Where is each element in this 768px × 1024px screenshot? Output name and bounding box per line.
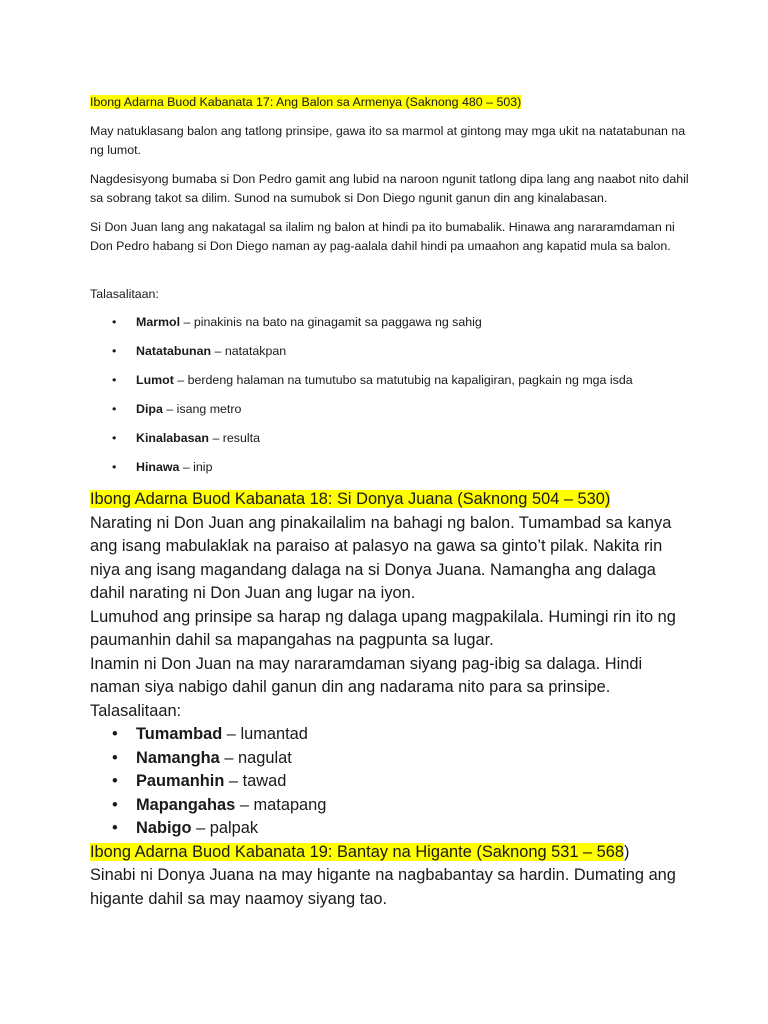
vocab-item bbox=[112, 342, 712, 371]
vocab-definition: – inip bbox=[179, 460, 213, 474]
chapter-19-heading-text: Ibong Adarna Buod Kabanata 19: Bantay na Higante (Saknong 531 – 568 bbox=[90, 842, 625, 861]
large-text-section bbox=[90, 488, 690, 911]
chapter-17-paragraph-2: Nagdesisyong bumaba si Don Pedro gamit ang lubid na naroon ngunit tatlong dipa lang ang naabot nito dahil sa sobrang takot sa dilim. Sunod na sumubok si Don Diego ngunit ganun din ang kinalabasan. bbox=[90, 172, 689, 205]
vocab-item bbox=[112, 371, 712, 400]
chapter-17-heading-text: Ibong Adarna Buod Kabanata 17: Ang Balon sa Armenya (Saknong 480 – 503) bbox=[90, 95, 522, 109]
vocab-item bbox=[90, 794, 690, 818]
vocab-item bbox=[112, 458, 712, 487]
vocab-item bbox=[90, 747, 690, 771]
vocab-term: Namangha bbox=[136, 748, 220, 767]
chapter-17-vocab-list bbox=[112, 313, 712, 487]
vocab-term: Mapangahas bbox=[136, 795, 236, 814]
chapter-17-paragraph-3: Si Don Juan lang ang nakatagal sa ilalim ng balon at hindi pa ito bumabalik. Hinawa ang nararamdaman ni Don Pedro habang si Don Diego naman ay pag-aalala dahil hindi pa umaahon ang kapatid mula sa balon. bbox=[90, 220, 675, 253]
chapter-18-heading-text: Ibong Adarna Buod Kabanata 18: Si Donya Juana (Saknong 504 – 530) bbox=[90, 490, 611, 508]
vocab-definition: – natatakpan bbox=[211, 344, 287, 358]
chapter-17-paragraph-1: May natuklasang balon ang tatlong prinsipe, gawa ito sa marmol at gintong may mga ukit na natatabunan na ng lumot. bbox=[90, 124, 686, 157]
chapter-18-paragraph-3: Inamin ni Don Juan na may nararamdaman siyang pag-ibig sa dalaga. Hindi naman siya nabigo dahil ganun din ang nadarama nito para sa prinsipe. bbox=[90, 654, 643, 696]
vocab-item bbox=[90, 770, 690, 794]
vocab-item bbox=[112, 429, 712, 458]
vocab-definition: – pinakinis na bato na ginagamit sa paggawa ng sahig bbox=[180, 315, 482, 329]
vocab-term: Tumambad bbox=[136, 725, 223, 743]
vocab-term: Kinalabasan bbox=[136, 431, 209, 445]
chapter-18-paragraph-2: Lumuhod ang prinsipe sa harap ng dalaga upang magpakilala. Humingi rin ito ng paumanhin dahil sa mapangahas na pagpunta sa lugar. bbox=[90, 607, 676, 649]
chapter-17-heading bbox=[90, 93, 710, 112]
vocab-item bbox=[112, 313, 712, 342]
chapter-19-heading bbox=[90, 841, 690, 865]
chapter-18-paragraph-1: Narating ni Don Juan ang pinakailalim na bahagi ng balon. Tumambad sa kanya ang isang mabulaklak na paraiso at palasyo na gawa sa ginto’t pilak. Nakita rin niya ang isang magandang dalaga na si Donya Juana. Namangha ang dalaga dahil narating ni Don Juan ang lugar na iyon. bbox=[90, 513, 672, 602]
vocab-term: Nabigo bbox=[136, 819, 192, 837]
chapter-18-heading bbox=[90, 488, 690, 512]
vocab-term: Marmol bbox=[136, 315, 181, 329]
vocab-item bbox=[112, 400, 712, 429]
vocab-definition: – palpak bbox=[191, 819, 259, 837]
vocab-definition: – lumantad bbox=[222, 725, 308, 743]
vocab-definition: – nagulat bbox=[219, 748, 292, 767]
vocab-definition: – isang metro bbox=[162, 402, 242, 416]
vocab-term: Hinawa bbox=[136, 460, 180, 474]
chapter-19-heading-tail: ) bbox=[624, 842, 630, 861]
chapter-17-vocab-label: Talasalitaan: bbox=[90, 287, 159, 301]
chapter-18-vocab-list bbox=[90, 723, 690, 841]
vocab-definition: – tawad bbox=[224, 772, 287, 790]
vocab-item bbox=[90, 723, 690, 747]
vocab-definition: – berdeng halaman na tumutubo sa matutubig na kapaligiran, pagkain ng mga isda bbox=[173, 373, 633, 387]
vocab-item bbox=[90, 817, 690, 841]
chapter-19-paragraph-1: Sinabi ni Donya Juana na may higante na nagbabantay sa hardin. Dumating ang higante dahil sa may naamoy siyang tao. bbox=[90, 866, 676, 908]
vocab-definition: – matapang bbox=[235, 795, 327, 814]
vocab-term: Lumot bbox=[136, 373, 174, 387]
vocab-term: Dipa bbox=[136, 402, 163, 416]
vocab-definition: – resulta bbox=[209, 431, 260, 445]
vocab-term: Natatabunan bbox=[136, 344, 212, 358]
vocab-term: Paumanhin bbox=[136, 772, 225, 790]
chapter-18-vocab-label: Talasalitaan: bbox=[90, 701, 182, 720]
